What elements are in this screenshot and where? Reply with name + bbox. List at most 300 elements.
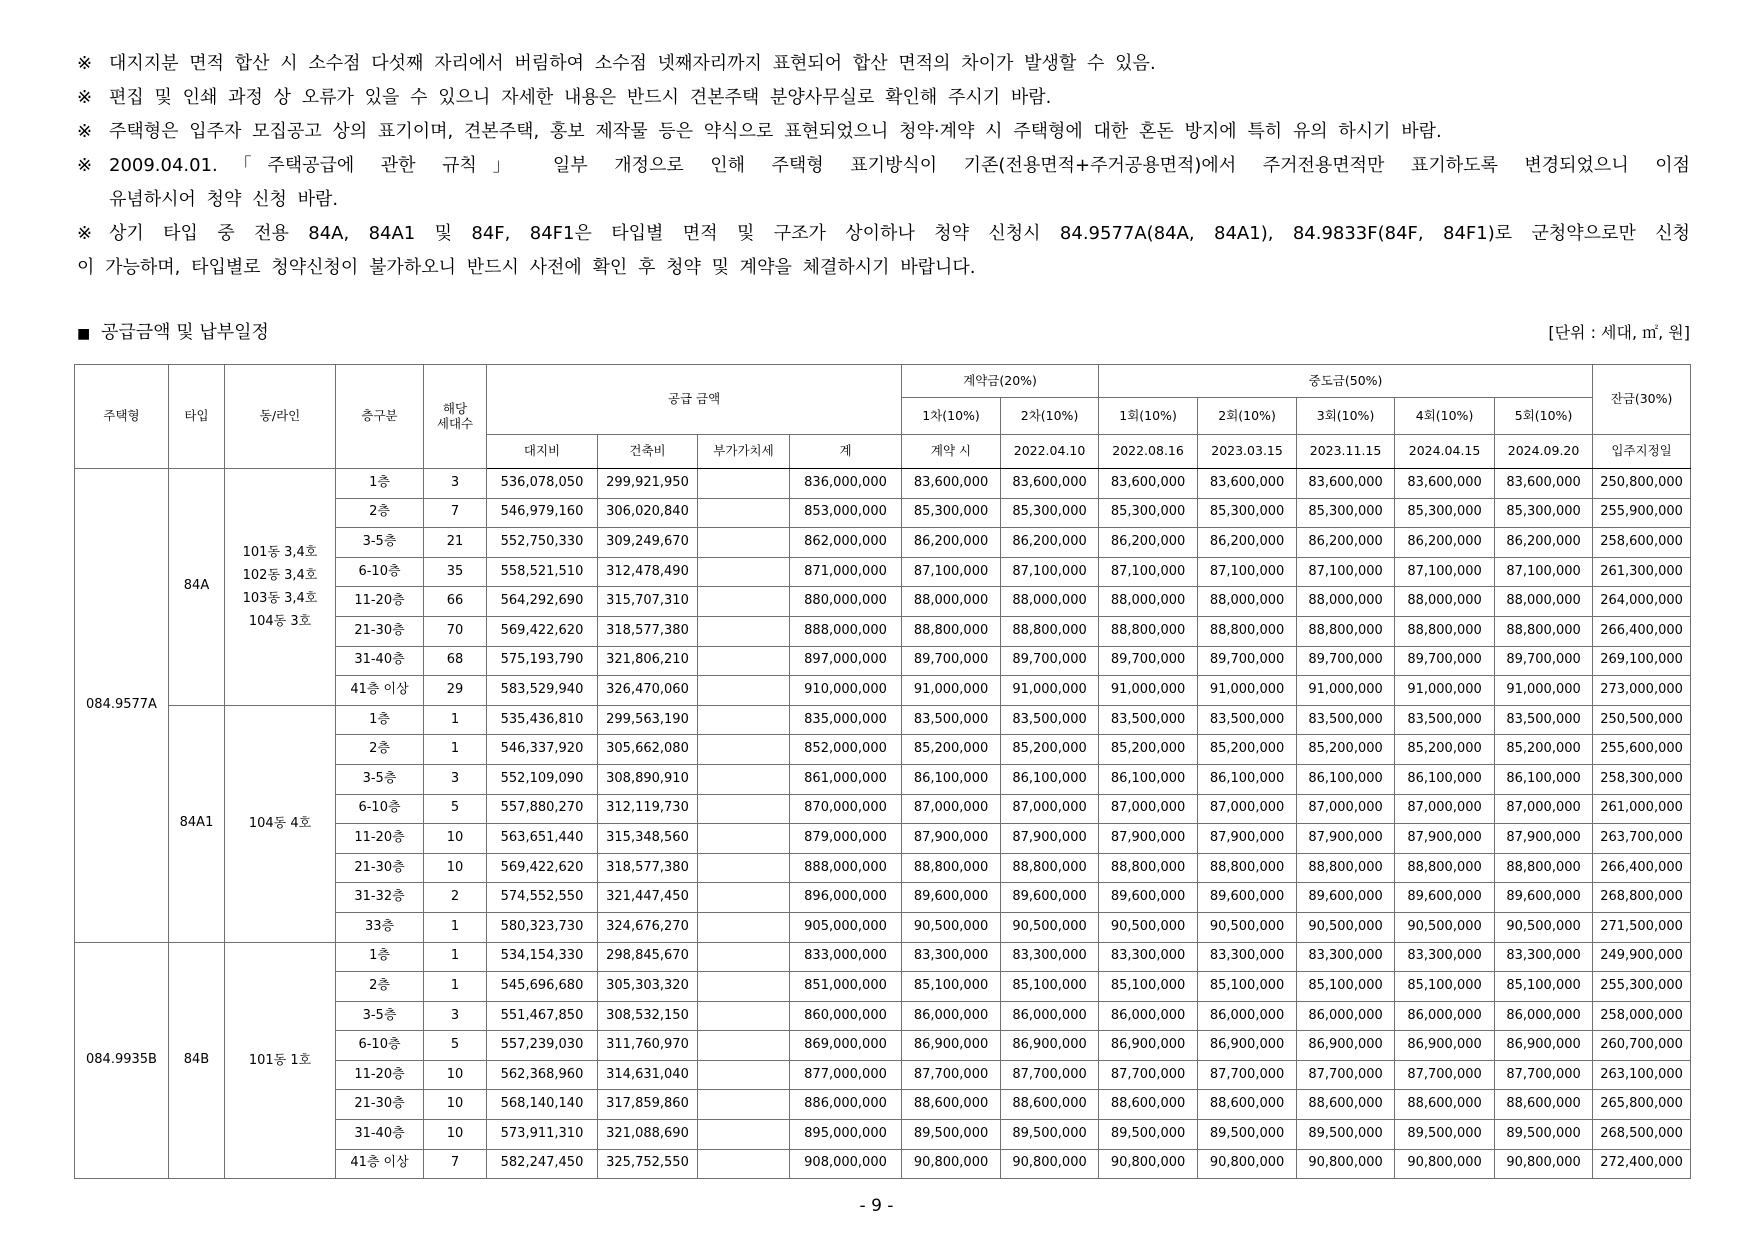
contract-payment-2-cell: 88,800,000 bbox=[1001, 853, 1099, 883]
building-cost-cell: 306,020,840 bbox=[598, 498, 698, 528]
units-cell: 5 bbox=[424, 1031, 487, 1061]
units-cell: 66 bbox=[424, 587, 487, 617]
total-price-cell: 888,000,000 bbox=[790, 616, 902, 646]
header-interim-installment-1: 1회(10%) bbox=[1099, 398, 1198, 435]
total-price-cell: 908,000,000 bbox=[790, 1149, 902, 1179]
building-cost-cell: 312,478,490 bbox=[598, 557, 698, 587]
vat-cell bbox=[698, 735, 790, 765]
interim-payment-4-cell: 83,600,000 bbox=[1395, 469, 1495, 499]
interim-payment-1-cell: 86,000,000 bbox=[1099, 1001, 1198, 1031]
interim-payment-3-cell: 90,800,000 bbox=[1297, 1149, 1395, 1179]
contract-payment-1-cell: 83,300,000 bbox=[902, 942, 1001, 972]
interim-payment-1-cell: 85,100,000 bbox=[1099, 972, 1198, 1002]
units-cell: 1 bbox=[424, 705, 487, 735]
land-cost-cell: 546,979,160 bbox=[487, 498, 598, 528]
floor-cell: 6-10층 bbox=[336, 557, 424, 587]
interim-payment-3-cell: 85,200,000 bbox=[1297, 735, 1395, 765]
land-cost-cell: 573,911,310 bbox=[487, 1120, 598, 1150]
header-contract-installment-2: 2차(10%) bbox=[1001, 398, 1099, 435]
total-price-cell: 860,000,000 bbox=[790, 1001, 902, 1031]
interim-payment-3-cell: 89,500,000 bbox=[1297, 1120, 1395, 1150]
contract-payment-1-cell: 90,800,000 bbox=[902, 1149, 1001, 1179]
interim-payment-1-cell: 89,700,000 bbox=[1099, 646, 1198, 676]
total-price-cell: 862,000,000 bbox=[790, 528, 902, 558]
interim-payment-3-cell: 83,300,000 bbox=[1297, 942, 1395, 972]
interim-payment-2-cell: 90,800,000 bbox=[1198, 1149, 1297, 1179]
building-cost-cell: 299,563,190 bbox=[598, 705, 698, 735]
units-cell: 68 bbox=[424, 646, 487, 676]
total-price-cell: 897,000,000 bbox=[790, 646, 902, 676]
header-interim-payment: 중도금(50%) bbox=[1099, 365, 1593, 398]
contract-payment-2-cell: 89,600,000 bbox=[1001, 883, 1099, 913]
interim-payment-4-cell: 85,100,000 bbox=[1395, 972, 1495, 1002]
header-contract-payment: 계약금(20%) bbox=[902, 365, 1099, 398]
interim-payment-2-cell: 87,100,000 bbox=[1198, 557, 1297, 587]
land-cost-cell: 557,880,270 bbox=[487, 794, 598, 824]
total-price-cell: 888,000,000 bbox=[790, 853, 902, 883]
contract-payment-2-cell: 90,800,000 bbox=[1001, 1149, 1099, 1179]
land-cost-cell: 564,292,690 bbox=[487, 587, 598, 617]
floor-cell: 6-10층 bbox=[336, 1031, 424, 1061]
vat-cell bbox=[698, 1120, 790, 1150]
vat-cell bbox=[698, 824, 790, 854]
land-cost-cell: 535,436,810 bbox=[487, 705, 598, 735]
type-cell: 84B bbox=[169, 942, 225, 1179]
total-price-cell: 871,000,000 bbox=[790, 557, 902, 587]
interim-payment-3-cell: 85,100,000 bbox=[1297, 972, 1395, 1002]
vat-cell bbox=[698, 1149, 790, 1179]
interim-payment-4-cell: 88,600,000 bbox=[1395, 1090, 1495, 1120]
units-cell: 7 bbox=[424, 498, 487, 528]
notes bbox=[77, 47, 1690, 285]
header-interim-installment-4: 4회(10%) bbox=[1395, 398, 1495, 435]
total-price-cell: 880,000,000 bbox=[790, 587, 902, 617]
vat-cell bbox=[698, 972, 790, 1002]
contract-payment-2-cell: 83,500,000 bbox=[1001, 705, 1099, 735]
interim-payment-4-cell: 88,800,000 bbox=[1395, 853, 1495, 883]
land-cost-cell: 583,529,940 bbox=[487, 676, 598, 706]
contract-payment-2-cell: 86,000,000 bbox=[1001, 1001, 1099, 1031]
units-cell: 3 bbox=[424, 764, 487, 794]
floor-cell: 33층 bbox=[336, 912, 424, 942]
interim-payment-2-cell: 88,000,000 bbox=[1198, 587, 1297, 617]
interim-payment-2-cell: 88,800,000 bbox=[1198, 616, 1297, 646]
interim-payment-4-cell: 91,000,000 bbox=[1395, 676, 1495, 706]
interim-payment-4-cell: 86,200,000 bbox=[1395, 528, 1495, 558]
building-cost-cell: 305,303,320 bbox=[598, 972, 698, 1002]
building-cost-cell: 318,577,380 bbox=[598, 853, 698, 883]
vat-cell bbox=[698, 528, 790, 558]
contract-payment-1-cell: 86,000,000 bbox=[902, 1001, 1001, 1031]
interim-payment-2-cell: 83,600,000 bbox=[1198, 469, 1297, 499]
interim-payment-1-cell: 86,200,000 bbox=[1099, 528, 1198, 558]
interim-payment-1-cell: 90,500,000 bbox=[1099, 912, 1198, 942]
contract-payment-2-cell: 85,100,000 bbox=[1001, 972, 1099, 1002]
header-row bbox=[75, 365, 1691, 398]
land-cost-cell: 575,193,790 bbox=[487, 646, 598, 676]
interim-payment-5-cell: 88,800,000 bbox=[1495, 616, 1593, 646]
interim-payment-3-cell: 90,500,000 bbox=[1297, 912, 1395, 942]
floor-cell: 31-40층 bbox=[336, 1120, 424, 1150]
interim-payment-5-cell: 90,800,000 bbox=[1495, 1149, 1593, 1179]
note-text: 상기 타입 중 전용 84A, 84A1 및 84F, 84F1은 타입별 면적 및 구조가 상이하나 청약 신청시 84.9577A(84A, 84A1), 84.9833F(84F, 84F1)로 군청약으로만 신청 bbox=[109, 223, 1690, 244]
balance-cell: 263,100,000 bbox=[1593, 1060, 1691, 1090]
interim-payment-2-cell: 91,000,000 bbox=[1198, 676, 1297, 706]
vat-cell bbox=[698, 498, 790, 528]
contract-payment-1-cell: 90,500,000 bbox=[902, 912, 1001, 942]
balance-cell: 261,300,000 bbox=[1593, 557, 1691, 587]
building-cost-cell: 315,348,560 bbox=[598, 824, 698, 854]
interim-payment-1-cell: 91,000,000 bbox=[1099, 676, 1198, 706]
interim-payment-2-cell: 85,100,000 bbox=[1198, 972, 1297, 1002]
note-text: 대지지분 면적 합산 시 소수점 다섯째 자리에서 버림하여 소수점 넷째자리까지 표현되어 합산 면적의 차이가 발생할 수 있음. bbox=[109, 53, 1156, 74]
units-cell: 10 bbox=[424, 1120, 487, 1150]
balance-cell: 258,000,000 bbox=[1593, 1001, 1691, 1031]
interim-payment-1-cell: 83,500,000 bbox=[1099, 705, 1198, 735]
building-cost-cell: 298,845,670 bbox=[598, 942, 698, 972]
interim-payment-2-cell: 83,500,000 bbox=[1198, 705, 1297, 735]
total-price-cell: 895,000,000 bbox=[790, 1120, 902, 1150]
contract-payment-1-cell: 88,600,000 bbox=[902, 1090, 1001, 1120]
total-price-cell: 886,000,000 bbox=[790, 1090, 902, 1120]
contract-payment-2-cell: 89,500,000 bbox=[1001, 1120, 1099, 1150]
interim-payment-2-cell: 89,500,000 bbox=[1198, 1120, 1297, 1150]
units-cell: 3 bbox=[424, 469, 487, 499]
interim-payment-2-cell: 86,100,000 bbox=[1198, 764, 1297, 794]
header-interim-installment-2: 2회(10%) bbox=[1198, 398, 1297, 435]
contract-payment-1-cell: 87,100,000 bbox=[902, 557, 1001, 587]
floor-cell: 21-30층 bbox=[336, 616, 424, 646]
total-price-cell: 833,000,000 bbox=[790, 942, 902, 972]
page-number: - 9 - bbox=[859, 1196, 894, 1216]
contract-payment-1-cell: 87,000,000 bbox=[902, 794, 1001, 824]
floor-cell: 1층 bbox=[336, 705, 424, 735]
floor-cell: 3-5층 bbox=[336, 528, 424, 558]
balance-cell: 250,800,000 bbox=[1593, 469, 1691, 499]
land-cost-cell: 562,368,960 bbox=[487, 1060, 598, 1090]
interim-payment-2-cell: 87,700,000 bbox=[1198, 1060, 1297, 1090]
interim-payment-1-cell: 85,300,000 bbox=[1099, 498, 1198, 528]
balance-cell: 264,000,000 bbox=[1593, 587, 1691, 617]
interim-payment-1-cell: 86,100,000 bbox=[1099, 764, 1198, 794]
contract-payment-1-cell: 91,000,000 bbox=[902, 676, 1001, 706]
contract-payment-2-cell: 87,700,000 bbox=[1001, 1060, 1099, 1090]
total-price-cell: 879,000,000 bbox=[790, 824, 902, 854]
note-mark: ※ bbox=[77, 121, 93, 142]
interim-payment-2-cell: 85,200,000 bbox=[1198, 735, 1297, 765]
vat-cell bbox=[698, 764, 790, 794]
interim-payment-3-cell: 87,700,000 bbox=[1297, 1060, 1395, 1090]
contract-payment-1-cell: 86,100,000 bbox=[902, 764, 1001, 794]
contract-payment-1-cell: 89,600,000 bbox=[902, 883, 1001, 913]
interim-payment-5-cell: 89,600,000 bbox=[1495, 883, 1593, 913]
units-cell: 35 bbox=[424, 557, 487, 587]
interim-payment-1-cell: 90,800,000 bbox=[1099, 1149, 1198, 1179]
land-cost-cell: 574,552,550 bbox=[487, 883, 598, 913]
contract-payment-1-cell: 89,700,000 bbox=[902, 646, 1001, 676]
balance-cell: 249,900,000 bbox=[1593, 942, 1691, 972]
building-cost-cell: 326,470,060 bbox=[598, 676, 698, 706]
header-due-date-move-in: 입주지정일 bbox=[1593, 435, 1691, 469]
interim-payment-5-cell: 86,200,000 bbox=[1495, 528, 1593, 558]
total-price-cell: 835,000,000 bbox=[790, 705, 902, 735]
interim-payment-2-cell: 90,500,000 bbox=[1198, 912, 1297, 942]
floor-cell: 2층 bbox=[336, 498, 424, 528]
building-cost-cell: 318,577,380 bbox=[598, 616, 698, 646]
vat-cell bbox=[698, 587, 790, 617]
contract-payment-2-cell: 85,300,000 bbox=[1001, 498, 1099, 528]
interim-payment-3-cell: 87,100,000 bbox=[1297, 557, 1395, 587]
land-cost-cell: 582,247,450 bbox=[487, 1149, 598, 1179]
building-cost-cell: 308,890,910 bbox=[598, 764, 698, 794]
interim-payment-1-cell: 88,800,000 bbox=[1099, 853, 1198, 883]
interim-payment-5-cell: 83,300,000 bbox=[1495, 942, 1593, 972]
balance-cell: 255,600,000 bbox=[1593, 735, 1691, 765]
vat-cell bbox=[698, 794, 790, 824]
interim-payment-4-cell: 83,300,000 bbox=[1395, 942, 1495, 972]
total-price-cell: 851,000,000 bbox=[790, 972, 902, 1002]
contract-payment-1-cell: 88,800,000 bbox=[902, 853, 1001, 883]
balance-cell: 268,500,000 bbox=[1593, 1120, 1691, 1150]
interim-payment-4-cell: 90,500,000 bbox=[1395, 912, 1495, 942]
land-cost-cell: 534,154,330 bbox=[487, 942, 598, 972]
interim-payment-1-cell: 87,100,000 bbox=[1099, 557, 1198, 587]
units-cell: 21 bbox=[424, 528, 487, 558]
interim-payment-3-cell: 83,600,000 bbox=[1297, 469, 1395, 499]
units-cell: 10 bbox=[424, 1060, 487, 1090]
interim-payment-3-cell: 86,200,000 bbox=[1297, 528, 1395, 558]
interim-payment-5-cell: 83,500,000 bbox=[1495, 705, 1593, 735]
interim-payment-4-cell: 89,600,000 bbox=[1395, 883, 1495, 913]
interim-payment-5-cell: 87,700,000 bbox=[1495, 1060, 1593, 1090]
building-cost-cell: 321,447,450 bbox=[598, 883, 698, 913]
interim-payment-3-cell: 89,600,000 bbox=[1297, 883, 1395, 913]
interim-payment-5-cell: 86,900,000 bbox=[1495, 1031, 1593, 1061]
interim-payment-2-cell: 86,200,000 bbox=[1198, 528, 1297, 558]
vat-cell bbox=[698, 616, 790, 646]
contract-payment-2-cell: 83,600,000 bbox=[1001, 469, 1099, 499]
floor-cell: 6-10층 bbox=[336, 794, 424, 824]
interim-payment-1-cell: 89,600,000 bbox=[1099, 883, 1198, 913]
total-price-cell: 877,000,000 bbox=[790, 1060, 902, 1090]
type-cell: 84A1 bbox=[169, 705, 225, 942]
vat-cell bbox=[698, 705, 790, 735]
interim-payment-4-cell: 86,900,000 bbox=[1395, 1031, 1495, 1061]
land-cost-cell: 568,140,140 bbox=[487, 1090, 598, 1120]
contract-payment-2-cell: 86,900,000 bbox=[1001, 1031, 1099, 1061]
note-5 bbox=[77, 217, 1690, 251]
header-due-date: 2022.04.10 bbox=[1001, 435, 1099, 469]
total-price-cell: 861,000,000 bbox=[790, 764, 902, 794]
dong-line-cell: 104동 4호 bbox=[225, 705, 336, 942]
land-cost-cell: 569,422,620 bbox=[487, 853, 598, 883]
note-4-continuation: 유념하시어 청약 신청 바람. bbox=[109, 189, 339, 210]
floor-cell: 3-5층 bbox=[336, 764, 424, 794]
units-cell: 70 bbox=[424, 616, 487, 646]
units-cell: 10 bbox=[424, 853, 487, 883]
interim-payment-1-cell: 87,000,000 bbox=[1099, 794, 1198, 824]
vat-cell bbox=[698, 883, 790, 913]
land-cost-cell: 563,651,440 bbox=[487, 824, 598, 854]
contract-payment-2-cell: 89,700,000 bbox=[1001, 646, 1099, 676]
vat-cell bbox=[698, 676, 790, 706]
square-bullet-icon: ■ bbox=[77, 326, 91, 342]
table-row bbox=[75, 942, 1691, 972]
floor-cell: 2층 bbox=[336, 972, 424, 1002]
header-due-date: 2022.08.16 bbox=[1099, 435, 1198, 469]
interim-payment-3-cell: 83,500,000 bbox=[1297, 705, 1395, 735]
total-price-cell: 905,000,000 bbox=[790, 912, 902, 942]
land-cost-cell: 558,521,510 bbox=[487, 557, 598, 587]
interim-payment-5-cell: 88,000,000 bbox=[1495, 587, 1593, 617]
dong-line-cell: 101동 1호 bbox=[225, 942, 336, 1179]
interim-payment-2-cell: 85,300,000 bbox=[1198, 498, 1297, 528]
interim-payment-3-cell: 86,100,000 bbox=[1297, 764, 1395, 794]
land-cost-cell: 557,239,030 bbox=[487, 1031, 598, 1061]
vat-cell bbox=[698, 1060, 790, 1090]
total-price-cell: 870,000,000 bbox=[790, 794, 902, 824]
vat-cell bbox=[698, 853, 790, 883]
building-cost-cell: 299,921,950 bbox=[598, 469, 698, 499]
interim-payment-5-cell: 85,300,000 bbox=[1495, 498, 1593, 528]
header-contract-installment-1: 1차(10%) bbox=[902, 398, 1001, 435]
units-cell: 7 bbox=[424, 1149, 487, 1179]
note-4 bbox=[77, 149, 1690, 183]
land-cost-cell: 545,696,680 bbox=[487, 972, 598, 1002]
table-row bbox=[75, 705, 1691, 735]
contract-payment-2-cell: 88,600,000 bbox=[1001, 1090, 1099, 1120]
header-building-cost: 건축비 bbox=[598, 435, 698, 469]
floor-cell: 11-20층 bbox=[336, 1060, 424, 1090]
floor-cell: 31-32층 bbox=[336, 883, 424, 913]
floor-cell: 21-30층 bbox=[336, 853, 424, 883]
balance-cell: 269,100,000 bbox=[1593, 646, 1691, 676]
floor-cell: 41층 이상 bbox=[336, 676, 424, 706]
interim-payment-3-cell: 88,000,000 bbox=[1297, 587, 1395, 617]
units-cell: 1 bbox=[424, 972, 487, 1002]
interim-payment-3-cell: 91,000,000 bbox=[1297, 676, 1395, 706]
interim-payment-4-cell: 86,000,000 bbox=[1395, 1001, 1495, 1031]
section-title bbox=[77, 320, 269, 347]
interim-payment-1-cell: 83,300,000 bbox=[1099, 942, 1198, 972]
interim-payment-2-cell: 83,300,000 bbox=[1198, 942, 1297, 972]
units-cell: 1 bbox=[424, 735, 487, 765]
note-3 bbox=[77, 115, 1690, 149]
header-balance: 잔금(30%) bbox=[1593, 365, 1691, 435]
contract-payment-1-cell: 88,800,000 bbox=[902, 616, 1001, 646]
interim-payment-1-cell: 88,000,000 bbox=[1099, 587, 1198, 617]
interim-payment-2-cell: 88,600,000 bbox=[1198, 1090, 1297, 1120]
land-cost-cell: 569,422,620 bbox=[487, 616, 598, 646]
vat-cell bbox=[698, 469, 790, 499]
section-title-text: 공급금액 및 납부일정 bbox=[101, 322, 269, 343]
note-mark: ※ bbox=[77, 87, 93, 108]
contract-payment-2-cell: 87,100,000 bbox=[1001, 557, 1099, 587]
land-cost-cell: 546,337,920 bbox=[487, 735, 598, 765]
note-mark: ※ bbox=[77, 53, 93, 74]
interim-payment-5-cell: 90,500,000 bbox=[1495, 912, 1593, 942]
total-price-cell: 869,000,000 bbox=[790, 1031, 902, 1061]
interim-payment-4-cell: 88,000,000 bbox=[1395, 587, 1495, 617]
note-text: 2009.04.01.「주택공급에 관한 규칙」 일부 개정으로 인해 주택형 표기방식이 기존(전용면적+주거공용면적)에서 주거전용면적만 표기하도록 변경되었으니 이점 bbox=[109, 155, 1690, 176]
interim-payment-3-cell: 87,000,000 bbox=[1297, 794, 1395, 824]
interim-payment-4-cell: 87,700,000 bbox=[1395, 1060, 1495, 1090]
contract-payment-2-cell: 86,100,000 bbox=[1001, 764, 1099, 794]
contract-payment-2-cell: 91,000,000 bbox=[1001, 676, 1099, 706]
interim-payment-3-cell: 86,000,000 bbox=[1297, 1001, 1395, 1031]
interim-payment-2-cell: 89,700,000 bbox=[1198, 646, 1297, 676]
header-due-date: 2024.04.15 bbox=[1395, 435, 1495, 469]
interim-payment-5-cell: 89,700,000 bbox=[1495, 646, 1593, 676]
contract-payment-2-cell: 90,500,000 bbox=[1001, 912, 1099, 942]
vat-cell bbox=[698, 942, 790, 972]
contract-payment-1-cell: 86,900,000 bbox=[902, 1031, 1001, 1061]
land-cost-cell: 580,323,730 bbox=[487, 912, 598, 942]
balance-cell: 271,500,000 bbox=[1593, 912, 1691, 942]
dong-line-cell: 101동 3,4호 102동 3,4호 103동 3,4호 104동 3호 bbox=[225, 469, 336, 706]
building-cost-cell: 324,676,270 bbox=[598, 912, 698, 942]
header-vat: 부가가치세 bbox=[698, 435, 790, 469]
building-cost-cell: 309,249,670 bbox=[598, 528, 698, 558]
floor-cell: 31-40층 bbox=[336, 646, 424, 676]
interim-payment-4-cell: 87,000,000 bbox=[1395, 794, 1495, 824]
interim-payment-5-cell: 87,000,000 bbox=[1495, 794, 1593, 824]
table-row bbox=[75, 469, 1691, 499]
units-cell: 1 bbox=[424, 912, 487, 942]
interim-payment-5-cell: 85,200,000 bbox=[1495, 735, 1593, 765]
contract-payment-1-cell: 87,900,000 bbox=[902, 824, 1001, 854]
building-cost-cell: 321,806,210 bbox=[598, 646, 698, 676]
interim-payment-3-cell: 88,800,000 bbox=[1297, 853, 1395, 883]
interim-payment-4-cell: 87,900,000 bbox=[1395, 824, 1495, 854]
floor-cell: 11-20층 bbox=[336, 824, 424, 854]
header-due-date-contract: 계약 시 bbox=[902, 435, 1001, 469]
floor-cell: 21-30층 bbox=[336, 1090, 424, 1120]
interim-payment-5-cell: 86,000,000 bbox=[1495, 1001, 1593, 1031]
floor-cell: 2층 bbox=[336, 735, 424, 765]
interim-payment-4-cell: 87,100,000 bbox=[1395, 557, 1495, 587]
units-cell: 10 bbox=[424, 824, 487, 854]
interim-payment-4-cell: 89,700,000 bbox=[1395, 646, 1495, 676]
contract-payment-2-cell: 83,300,000 bbox=[1001, 942, 1099, 972]
note-5-continuation: 이 가능하며, 타입별로 청약신청이 불가하오니 반드시 사전에 확인 후 청약 및 계약을 체결하시기 바랍니다. bbox=[77, 257, 976, 278]
table-header bbox=[75, 365, 1691, 469]
note-mark: ※ bbox=[77, 223, 93, 244]
header-type: 타입 bbox=[169, 365, 225, 469]
contract-payment-1-cell: 85,100,000 bbox=[902, 972, 1001, 1002]
header-due-date: 2024.09.20 bbox=[1495, 435, 1593, 469]
interim-payment-2-cell: 86,900,000 bbox=[1198, 1031, 1297, 1061]
header-dong-line: 동/라인 bbox=[225, 365, 336, 469]
interim-payment-4-cell: 85,300,000 bbox=[1395, 498, 1495, 528]
balance-cell: 263,700,000 bbox=[1593, 824, 1691, 854]
interim-payment-2-cell: 87,900,000 bbox=[1198, 824, 1297, 854]
balance-cell: 268,800,000 bbox=[1593, 883, 1691, 913]
note-2 bbox=[77, 81, 1690, 115]
interim-payment-5-cell: 87,900,000 bbox=[1495, 824, 1593, 854]
interim-payment-5-cell: 85,100,000 bbox=[1495, 972, 1593, 1002]
interim-payment-5-cell: 86,100,000 bbox=[1495, 764, 1593, 794]
interim-payment-5-cell: 83,600,000 bbox=[1495, 469, 1593, 499]
floor-cell: 1층 bbox=[336, 469, 424, 499]
vat-cell bbox=[698, 557, 790, 587]
contract-payment-2-cell: 88,000,000 bbox=[1001, 587, 1099, 617]
interim-payment-4-cell: 88,800,000 bbox=[1395, 616, 1495, 646]
balance-cell: 260,700,000 bbox=[1593, 1031, 1691, 1061]
balance-cell: 261,000,000 bbox=[1593, 794, 1691, 824]
interim-payment-4-cell: 85,200,000 bbox=[1395, 735, 1495, 765]
vat-cell bbox=[698, 1090, 790, 1120]
